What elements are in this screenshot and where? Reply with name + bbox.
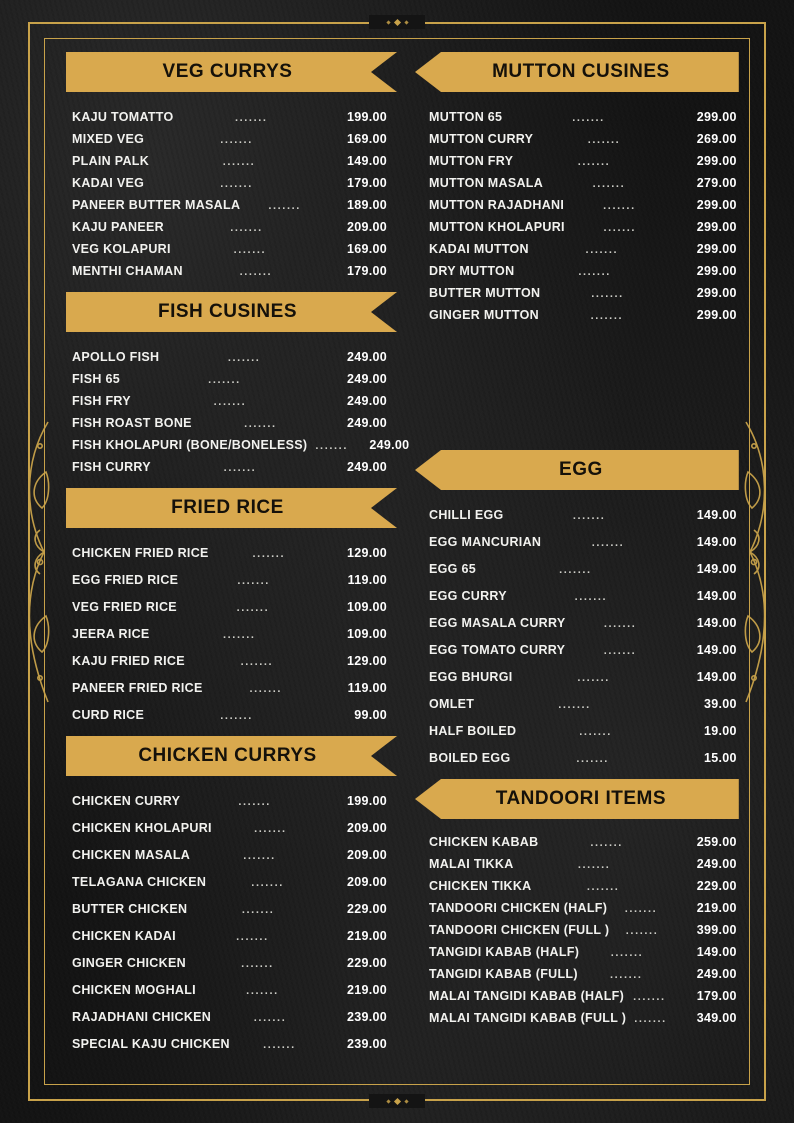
item-name: CHICKEN FRIED RICE bbox=[72, 546, 209, 560]
menu-item bbox=[72, 1010, 387, 1024]
item-price: 209.00 bbox=[346, 875, 387, 889]
dot-leader: ....... bbox=[252, 548, 286, 560]
menu-item bbox=[72, 350, 387, 364]
item-name: VEG KOLAPURI bbox=[72, 242, 171, 256]
item-price: 209.00 bbox=[346, 821, 387, 835]
item-price: 209.00 bbox=[346, 220, 387, 234]
dot-leader: ....... bbox=[238, 796, 271, 808]
menu-item bbox=[429, 923, 737, 937]
banner-tandoori-items bbox=[415, 779, 747, 819]
menu-item bbox=[72, 681, 387, 695]
menu-item bbox=[429, 724, 737, 738]
item-name: PANEER BUTTER MASALA bbox=[72, 198, 241, 212]
item-price: 299.00 bbox=[696, 110, 737, 124]
menu-item bbox=[72, 242, 387, 256]
dot-leader: ....... bbox=[559, 564, 592, 576]
menu-item bbox=[72, 1037, 387, 1051]
menu-item bbox=[72, 902, 387, 916]
top-diamond-ornament bbox=[369, 15, 425, 29]
item-price: 349.00 bbox=[696, 1011, 737, 1025]
item-price: 149.00 bbox=[696, 643, 737, 657]
item-price: 299.00 bbox=[696, 198, 737, 212]
section-mutton-cusines bbox=[415, 52, 747, 322]
dot-leader: ....... bbox=[624, 903, 658, 915]
item-name: KADAI VEG bbox=[72, 176, 145, 190]
right-column bbox=[415, 52, 747, 1071]
section-tandoori-items bbox=[415, 779, 747, 1025]
dot-leader: ....... bbox=[585, 244, 619, 256]
dot-leader: ....... bbox=[213, 396, 247, 408]
item-price: 299.00 bbox=[696, 264, 737, 278]
menu-item bbox=[429, 967, 737, 981]
item-price: 179.00 bbox=[346, 176, 387, 190]
item-price: 219.00 bbox=[346, 983, 387, 997]
item-price: 149.00 bbox=[696, 535, 737, 549]
menu-item bbox=[429, 176, 737, 190]
item-name: APOLLO FISH bbox=[72, 350, 160, 364]
menu-item bbox=[429, 670, 737, 684]
dot-leader: ....... bbox=[315, 440, 348, 452]
menu-item bbox=[429, 643, 737, 657]
menu-item bbox=[72, 198, 387, 212]
item-price: 209.00 bbox=[346, 848, 387, 862]
dot-leader: ....... bbox=[249, 683, 283, 695]
item-price: 149.00 bbox=[696, 562, 737, 576]
menu-item bbox=[72, 794, 387, 808]
banner-mutton-cusines bbox=[415, 52, 747, 92]
dot-leader: ....... bbox=[587, 134, 621, 146]
item-price: 149.00 bbox=[696, 589, 737, 603]
menu-item bbox=[429, 857, 737, 871]
dot-leader: ....... bbox=[268, 200, 301, 212]
right-column-spacer bbox=[415, 336, 747, 450]
item-name: MENTHI CHAMAN bbox=[72, 264, 183, 278]
dot-leader: ....... bbox=[208, 374, 241, 386]
menu-item bbox=[429, 589, 737, 603]
item-name: TELAGANA CHICKEN bbox=[72, 875, 207, 889]
section-title: TANDOORI ITEMS bbox=[495, 788, 667, 809]
item-list-chicken-currys bbox=[58, 780, 397, 1051]
item-name: CHICKEN CURRY bbox=[72, 794, 181, 808]
item-name: MUTTON RAJADHANI bbox=[429, 198, 565, 212]
section-fish-cusines bbox=[58, 292, 410, 474]
dot-leader: ....... bbox=[246, 985, 279, 997]
menu-content bbox=[58, 52, 736, 1071]
dot-leader: ....... bbox=[251, 877, 284, 889]
item-name: EGG MANCURIAN bbox=[429, 535, 542, 549]
item-price: 19.00 bbox=[704, 724, 737, 738]
item-price: 199.00 bbox=[346, 110, 387, 124]
menu-item bbox=[72, 821, 387, 835]
menu-item bbox=[72, 708, 387, 722]
item-name: FISH CURRY bbox=[72, 460, 151, 474]
item-price: 119.00 bbox=[347, 573, 387, 587]
menu-item bbox=[429, 879, 737, 893]
dot-leader: ....... bbox=[244, 418, 277, 430]
item-price: 399.00 bbox=[696, 923, 737, 937]
dot-leader: ....... bbox=[220, 710, 253, 722]
item-price: 219.00 bbox=[346, 929, 387, 943]
item-name: HALF BOILED bbox=[429, 724, 517, 738]
section-title: FRIED RICE bbox=[171, 497, 284, 518]
menu-item bbox=[72, 438, 410, 452]
item-name: RAJADHANI CHICKEN bbox=[72, 1010, 212, 1024]
item-name: TANDOORI CHICKEN (FULL ) bbox=[429, 923, 610, 937]
menu-item bbox=[72, 848, 387, 862]
section-title: MUTTON CUSINES bbox=[492, 61, 670, 82]
menu-item bbox=[72, 600, 387, 614]
item-price: 199.00 bbox=[346, 794, 387, 808]
item-name: BUTTER MUTTON bbox=[429, 286, 541, 300]
item-price: 179.00 bbox=[346, 264, 387, 278]
item-name: CHILLI EGG bbox=[429, 508, 504, 522]
item-price: 129.00 bbox=[346, 546, 387, 560]
dot-leader: ....... bbox=[577, 156, 611, 168]
item-name: EGG 65 bbox=[429, 562, 476, 576]
item-name: TANGIDI KABAB (FULL) bbox=[429, 967, 578, 981]
menu-item bbox=[429, 535, 737, 549]
menu-item bbox=[72, 983, 387, 997]
menu-item bbox=[429, 1011, 737, 1025]
item-price: 149.00 bbox=[696, 670, 737, 684]
menu-item bbox=[429, 264, 737, 278]
item-price: 169.00 bbox=[346, 132, 387, 146]
menu-item bbox=[429, 154, 737, 168]
dot-leader: ....... bbox=[227, 352, 261, 364]
dot-leader: ....... bbox=[590, 837, 623, 849]
item-name: TANDOORI CHICKEN (HALF) bbox=[429, 901, 608, 915]
item-name: MIXED VEG bbox=[72, 132, 145, 146]
section-title: FISH CUSINES bbox=[157, 301, 298, 322]
item-name: MUTTON 65 bbox=[429, 110, 503, 124]
item-price: 239.00 bbox=[346, 1010, 387, 1024]
item-price: 109.00 bbox=[346, 600, 387, 614]
menu-item bbox=[72, 627, 387, 641]
item-price: 299.00 bbox=[696, 220, 737, 234]
item-price: 179.00 bbox=[696, 989, 737, 1003]
item-name: SPECIAL KAJU CHICKEN bbox=[72, 1037, 230, 1051]
dot-leader: ....... bbox=[578, 266, 611, 278]
dot-leader: ....... bbox=[634, 1013, 667, 1025]
banner-fried-rice bbox=[58, 488, 397, 528]
dot-leader: ....... bbox=[625, 925, 659, 937]
item-name: TANGIDI KABAB (HALF) bbox=[429, 945, 580, 959]
dot-leader: ....... bbox=[254, 823, 287, 835]
item-price: 249.00 bbox=[696, 857, 737, 871]
item-price: 299.00 bbox=[696, 154, 737, 168]
dot-leader: ....... bbox=[263, 1039, 296, 1051]
banner-veg-currys bbox=[58, 52, 397, 92]
item-price: 39.00 bbox=[704, 697, 737, 711]
left-column bbox=[58, 52, 410, 1071]
menu-item bbox=[429, 751, 737, 765]
item-name: EGG FRIED RICE bbox=[72, 573, 179, 587]
dot-leader: ....... bbox=[240, 656, 274, 668]
item-list-fish-cusines bbox=[58, 336, 410, 474]
item-price: 149.00 bbox=[696, 508, 737, 522]
menu-item bbox=[429, 110, 737, 124]
dot-leader: ....... bbox=[253, 1012, 287, 1024]
banner-fish-cusines bbox=[58, 292, 397, 332]
item-name: PANEER FRIED RICE bbox=[72, 681, 203, 695]
menu-item bbox=[429, 945, 737, 959]
dot-leader: ....... bbox=[603, 618, 637, 630]
dot-leader: ....... bbox=[576, 753, 609, 765]
menu-item bbox=[429, 132, 737, 146]
dot-leader: ....... bbox=[222, 629, 256, 641]
item-name: JEERA RICE bbox=[72, 627, 150, 641]
item-name: EGG BHURGI bbox=[429, 670, 513, 684]
section-veg-currys bbox=[58, 52, 397, 278]
item-price: 239.00 bbox=[346, 1037, 387, 1051]
item-name: FISH 65 bbox=[72, 372, 120, 386]
item-list-mutton-cusines bbox=[415, 96, 747, 322]
item-list-fried-rice bbox=[58, 532, 397, 722]
item-name: MUTTON KHOLAPURI bbox=[429, 220, 565, 234]
item-name: VEG FRIED RICE bbox=[72, 600, 177, 614]
item-price: 149.00 bbox=[696, 616, 737, 630]
dot-leader: ....... bbox=[237, 575, 270, 587]
item-price: 249.00 bbox=[346, 416, 387, 430]
menu-item bbox=[72, 132, 387, 146]
item-name: PLAIN PALK bbox=[72, 154, 150, 168]
menu-item bbox=[72, 176, 387, 190]
menu-item bbox=[429, 286, 737, 300]
dot-leader: ....... bbox=[230, 222, 263, 234]
item-price: 229.00 bbox=[346, 902, 387, 916]
item-price: 269.00 bbox=[696, 132, 737, 146]
menu-item bbox=[429, 616, 737, 630]
item-price: 229.00 bbox=[346, 956, 387, 970]
item-name: EGG MASALA CURRY bbox=[429, 616, 566, 630]
item-name: FISH KHOLAPURI (BONE/BONELESS) bbox=[72, 438, 308, 452]
item-price: 249.00 bbox=[346, 394, 387, 408]
dot-leader: ....... bbox=[577, 859, 611, 871]
item-name: CHICKEN KABAB bbox=[429, 835, 539, 849]
item-name: MUTTON FRY bbox=[429, 154, 514, 168]
item-name: EGG CURRY bbox=[429, 589, 507, 603]
dot-leader: ....... bbox=[577, 672, 610, 684]
item-list-egg bbox=[415, 494, 747, 765]
section-title: VEG CURRYS bbox=[162, 61, 293, 82]
dot-leader: ....... bbox=[603, 645, 637, 657]
menu-item bbox=[429, 562, 737, 576]
menu-item bbox=[429, 835, 737, 849]
item-name: CHICKEN MASALA bbox=[72, 848, 191, 862]
dot-leader: ....... bbox=[243, 850, 276, 862]
menu-item bbox=[72, 110, 387, 124]
item-price: 279.00 bbox=[696, 176, 737, 190]
dot-leader: ....... bbox=[222, 156, 256, 168]
item-name: BUTTER CHICKEN bbox=[72, 902, 188, 916]
item-price: 99.00 bbox=[354, 708, 387, 722]
dot-leader: ....... bbox=[234, 112, 268, 124]
dot-leader: ....... bbox=[220, 134, 253, 146]
item-name: KAJU FRIED RICE bbox=[72, 654, 185, 668]
dot-leader: ....... bbox=[592, 178, 626, 190]
item-name: MUTTON CURRY bbox=[429, 132, 534, 146]
section-title: EGG bbox=[559, 459, 603, 480]
item-price: 149.00 bbox=[346, 154, 387, 168]
item-name: CHICKEN MOGHALI bbox=[72, 983, 196, 997]
menu-item bbox=[72, 875, 387, 889]
menu-item bbox=[72, 929, 387, 943]
dot-leader: ....... bbox=[223, 462, 257, 474]
item-name: CHICKEN KADAI bbox=[72, 929, 176, 943]
item-name: EGG TOMATO CURRY bbox=[429, 643, 566, 657]
menu-item bbox=[72, 956, 387, 970]
item-name: MALAI TANGIDI KABAB (FULL ) bbox=[429, 1011, 627, 1025]
item-price: 249.00 bbox=[346, 460, 387, 474]
item-price: 109.00 bbox=[346, 627, 387, 641]
menu-item bbox=[429, 198, 737, 212]
dot-leader: ....... bbox=[236, 931, 269, 943]
dot-leader: ....... bbox=[591, 537, 625, 549]
item-name: CHICKEN KHOLAPURI bbox=[72, 821, 212, 835]
item-price: 229.00 bbox=[696, 879, 737, 893]
item-name: MUTTON MASALA bbox=[429, 176, 544, 190]
menu-item bbox=[72, 220, 387, 234]
dot-leader: ....... bbox=[220, 178, 253, 190]
item-name: FISH ROAST BONE bbox=[72, 416, 192, 430]
item-name: KADAI MUTTON bbox=[429, 242, 529, 256]
dot-leader: ....... bbox=[610, 947, 644, 959]
item-name: FISH FRY bbox=[72, 394, 131, 408]
item-list-tandoori-items bbox=[415, 823, 747, 1025]
menu-item bbox=[72, 573, 387, 587]
menu-item bbox=[72, 264, 387, 278]
dot-leader: ....... bbox=[241, 904, 275, 916]
dot-leader: ....... bbox=[603, 222, 637, 234]
dot-leader: ....... bbox=[241, 958, 274, 970]
item-price: 299.00 bbox=[696, 242, 737, 256]
banner-egg bbox=[415, 450, 747, 490]
menu-item bbox=[72, 154, 387, 168]
item-name: GINGER CHICKEN bbox=[72, 956, 186, 970]
item-name: MALAI TANGIDI KABAB (HALF) bbox=[429, 989, 625, 1003]
item-price: 249.00 bbox=[369, 438, 410, 452]
item-price: 299.00 bbox=[696, 286, 737, 300]
dot-leader: ....... bbox=[591, 288, 624, 300]
item-name: CURD RICE bbox=[72, 708, 145, 722]
menu-item bbox=[429, 697, 737, 711]
item-price: 169.00 bbox=[346, 242, 387, 256]
menu-item bbox=[429, 508, 737, 522]
item-name: GINGER MUTTON bbox=[429, 308, 539, 322]
item-name: OMLET bbox=[429, 697, 475, 711]
item-price: 129.00 bbox=[346, 654, 387, 668]
item-list-veg-currys bbox=[58, 96, 397, 278]
menu-item bbox=[72, 546, 387, 560]
menu-item bbox=[72, 394, 387, 408]
dot-leader: ....... bbox=[233, 244, 267, 256]
menu-item bbox=[72, 372, 387, 386]
dot-leader: ....... bbox=[590, 310, 624, 322]
item-name: MALAI TIKKA bbox=[429, 857, 514, 871]
section-egg bbox=[415, 450, 747, 765]
left-floral-flourish bbox=[18, 412, 58, 712]
section-chicken-currys bbox=[58, 736, 397, 1051]
dot-leader: ....... bbox=[236, 602, 270, 614]
dot-leader: ....... bbox=[572, 510, 606, 522]
menu-item bbox=[72, 460, 387, 474]
menu-item bbox=[429, 901, 737, 915]
item-price: 189.00 bbox=[346, 198, 387, 212]
dot-leader: ....... bbox=[558, 699, 591, 711]
menu-item bbox=[429, 308, 737, 322]
item-name: CHICKEN TIKKA bbox=[429, 879, 532, 893]
dot-leader: ....... bbox=[574, 591, 608, 603]
menu-item bbox=[72, 654, 387, 668]
item-price: 249.00 bbox=[346, 372, 387, 386]
item-price: 119.00 bbox=[347, 681, 387, 695]
menu-item bbox=[429, 989, 737, 1003]
item-name: BOILED EGG bbox=[429, 751, 511, 765]
item-name: KAJU PANEER bbox=[72, 220, 164, 234]
item-price: 249.00 bbox=[696, 967, 737, 981]
bottom-diamond-ornament bbox=[369, 1094, 425, 1108]
item-price: 259.00 bbox=[696, 835, 737, 849]
item-price: 15.00 bbox=[704, 751, 737, 765]
banner-chicken-currys bbox=[58, 736, 397, 776]
item-price: 249.00 bbox=[346, 350, 387, 364]
item-price: 149.00 bbox=[696, 945, 737, 959]
menu-item bbox=[429, 242, 737, 256]
menu-item bbox=[72, 416, 387, 430]
item-price: 299.00 bbox=[696, 308, 737, 322]
section-title: CHICKEN CURRYS bbox=[138, 745, 317, 766]
dot-leader: ....... bbox=[572, 112, 605, 124]
dot-leader: ....... bbox=[579, 726, 612, 738]
item-name: KAJU TOMATTO bbox=[72, 110, 174, 124]
dot-leader: ....... bbox=[633, 991, 666, 1003]
dot-leader: ....... bbox=[239, 266, 273, 278]
section-fried-rice bbox=[58, 488, 397, 722]
dot-leader: ....... bbox=[603, 200, 636, 212]
dot-leader: ....... bbox=[586, 881, 620, 893]
item-price: 219.00 bbox=[696, 901, 737, 915]
dot-leader: ....... bbox=[610, 969, 643, 981]
item-name: DRY MUTTON bbox=[429, 264, 515, 278]
menu-item bbox=[429, 220, 737, 234]
